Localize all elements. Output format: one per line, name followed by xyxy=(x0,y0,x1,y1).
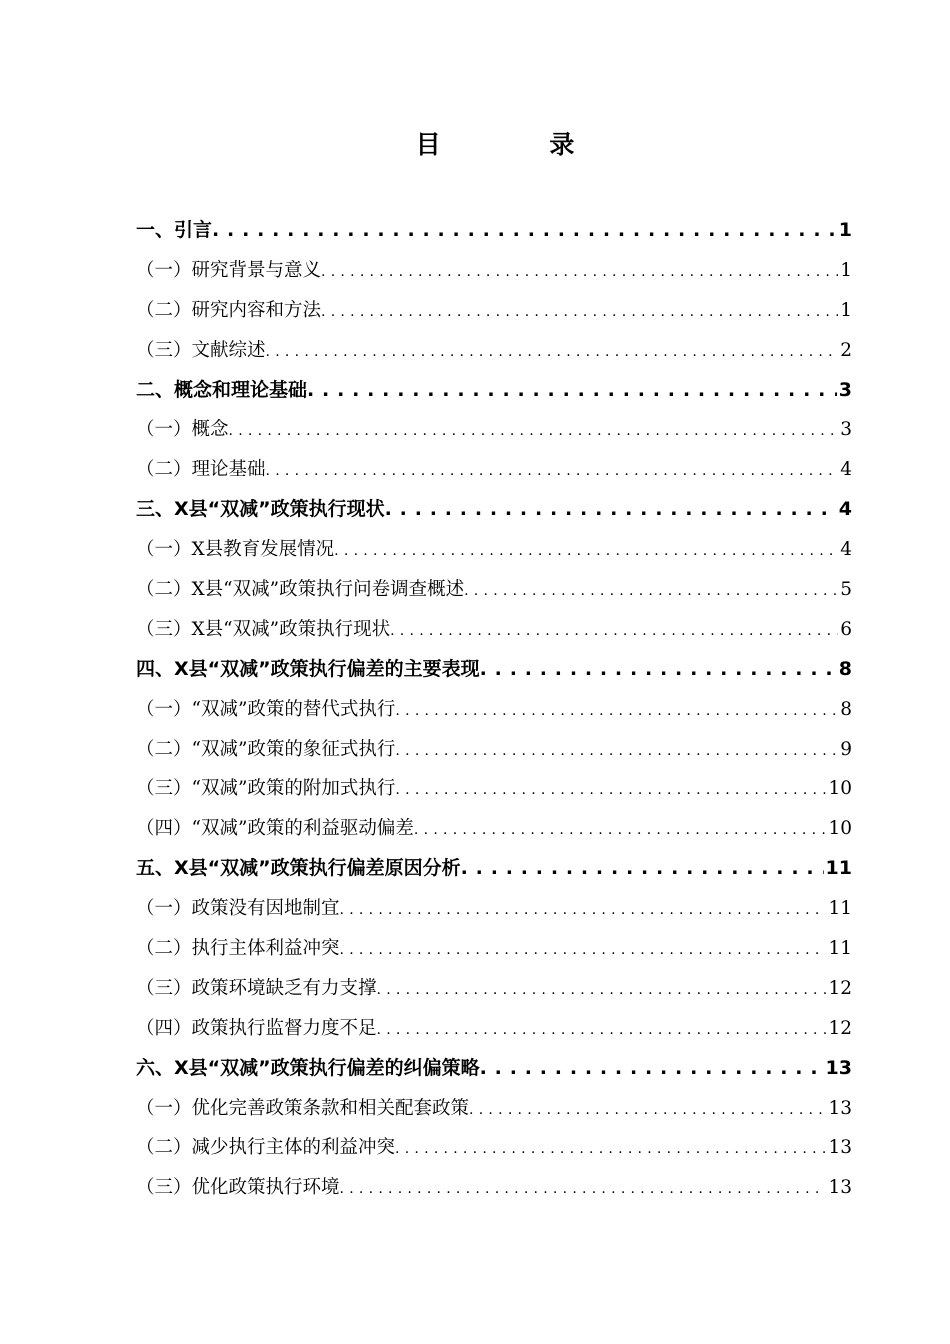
toc-section-entry[interactable] xyxy=(136,251,852,291)
toc-chapter-entry[interactable] xyxy=(136,1049,852,1089)
toc-entry-title: （四）“双减”政策的利益驱动偏差 xyxy=(136,818,414,840)
toc-entry-title: （二）执行主体利益冲突 xyxy=(136,938,340,960)
toc-entry-title: （四）政策执行监督力度不足 xyxy=(136,1017,377,1039)
toc-section-entry[interactable] xyxy=(136,331,852,371)
toc-entry-title: （三）优化政策执行环境 xyxy=(136,1177,340,1199)
toc-entry-title: 六、X县“双减”政策执行偏差的纠偏策略 xyxy=(136,1056,480,1079)
toc-entry-title: （二）“双减”政策的象征式执行 xyxy=(136,738,396,760)
toc-entry-title: （三）政策环境缺乏有力支撑 xyxy=(136,977,377,999)
toc-entry-title: （二）减少执行主体的利益冲突 xyxy=(136,1137,396,1159)
toc-page-number: 10 xyxy=(828,818,852,840)
toc-entry-title: （一）研究背景与意义 xyxy=(136,259,322,281)
toc-page-number: 13 xyxy=(828,1097,852,1119)
toc-page-number: 6 xyxy=(840,618,852,640)
toc-entry-title: 一、引言 xyxy=(136,219,213,241)
toc-page-number: 2 xyxy=(840,339,852,361)
toc-section-entry[interactable] xyxy=(136,1168,852,1208)
toc-entry-title: （一）政策没有因地制宜 xyxy=(136,898,340,920)
toc-dot-leader xyxy=(340,891,827,929)
toc-section-entry[interactable] xyxy=(136,969,852,1009)
toc-section-entry[interactable] xyxy=(136,1009,852,1049)
toc-section-entry[interactable] xyxy=(136,929,852,969)
toc-entry-title: （一）优化完善政策条款和相关配套政策 xyxy=(136,1097,470,1119)
toc-page-number: 3 xyxy=(840,419,852,441)
toc-dot-leader xyxy=(377,1011,827,1049)
toc-dot-leader xyxy=(340,1170,827,1208)
toc-dot-leader xyxy=(266,333,839,371)
toc-section-entry[interactable] xyxy=(136,530,852,570)
toc-entry-title: （二）理论基础 xyxy=(136,459,266,481)
toc-page-number: 8 xyxy=(840,698,852,720)
toc-dot-leader xyxy=(395,1130,826,1168)
toc-entry-title: 三、X县“双减”政策执行现状 xyxy=(136,498,385,521)
toc-entry-title: （三）文献综述 xyxy=(136,339,266,361)
toc-dot-leader xyxy=(414,811,827,849)
toc-section-entry[interactable] xyxy=(136,1089,852,1129)
toc-section-entry[interactable] xyxy=(136,889,852,929)
toc-entry-title: （二）研究内容和方法 xyxy=(136,299,322,321)
toc-page-number: 1 xyxy=(840,259,852,281)
toc-entry-title: （三）“双减”政策的附加式执行 xyxy=(136,778,396,800)
toc-section-entry[interactable] xyxy=(136,570,852,610)
toc-page-number: 9 xyxy=(840,738,852,760)
toc-page-number: 1 xyxy=(840,299,852,321)
toc-page-number: 4 xyxy=(840,459,852,481)
toc-dot-leader xyxy=(385,490,837,530)
toc-entry-title: （一）概念 xyxy=(136,419,229,441)
toc-dot-leader xyxy=(390,612,838,650)
toc-section-entry[interactable] xyxy=(136,1128,852,1168)
toc-chapter-entry[interactable] xyxy=(136,849,852,889)
toc-dot-leader xyxy=(395,732,838,770)
toc-dot-leader xyxy=(266,452,839,490)
toc-page-number: 13 xyxy=(828,1177,852,1199)
toc-chapter-entry[interactable] xyxy=(136,490,852,530)
toc-dot-leader xyxy=(469,1091,826,1129)
table-of-contents xyxy=(136,211,852,1208)
toc-entry-title: 四、X县“双减”政策执行偏差的主要表现 xyxy=(136,657,480,680)
toc-page-number: 12 xyxy=(828,977,852,999)
toc-page-number: 4 xyxy=(838,498,852,521)
toc-page-number: 11 xyxy=(825,857,852,880)
toc-section-entry[interactable] xyxy=(136,809,852,849)
toc-section-entry[interactable] xyxy=(136,291,852,331)
toc-entry-title: （二）X县“双减”政策执行问卷调查概述 xyxy=(136,579,465,601)
toc-entry-title: （一）X县教育发展情况 xyxy=(136,539,335,561)
toc-dot-leader xyxy=(480,650,837,690)
toc-dot-leader xyxy=(212,211,837,251)
toc-dot-leader xyxy=(321,293,838,331)
toc-entry-title: 二、概念和理论基础 xyxy=(136,378,308,401)
toc-dot-leader xyxy=(307,371,837,411)
toc-page-number: 10 xyxy=(828,778,852,800)
toc-section-entry[interactable] xyxy=(136,450,852,490)
toc-dot-leader xyxy=(395,692,838,730)
toc-chapter-entry[interactable] xyxy=(136,211,852,251)
toc-entry-title: 五、X县“双减”政策执行偏差原因分析 xyxy=(136,857,461,880)
toc-entry-title: （三）X县“双减”政策执行现状 xyxy=(136,618,391,640)
toc-section-entry[interactable] xyxy=(136,730,852,770)
toc-section-entry[interactable] xyxy=(136,610,852,650)
toc-dot-leader xyxy=(377,971,827,1009)
toc-page-number: 11 xyxy=(828,898,852,920)
toc-page-number: 13 xyxy=(828,1137,852,1159)
toc-title: 目 录 xyxy=(415,130,625,159)
toc-page-number: 5 xyxy=(840,579,852,601)
toc-dot-leader xyxy=(395,771,826,809)
toc-page-number: 12 xyxy=(828,1017,852,1039)
toc-page-number: 11 xyxy=(828,938,852,960)
toc-dot-leader xyxy=(229,412,839,450)
toc-entry-title: （一）“双减”政策的替代式执行 xyxy=(136,698,396,720)
toc-page-number: 4 xyxy=(840,539,852,561)
toc-page-number: 1 xyxy=(838,219,852,241)
toc-dot-leader xyxy=(321,253,838,291)
toc-page-number: 13 xyxy=(825,1056,852,1079)
toc-dot-leader xyxy=(480,1049,824,1089)
toc-dot-leader xyxy=(461,849,824,889)
toc-chapter-entry[interactable] xyxy=(136,371,852,411)
toc-dot-leader xyxy=(340,931,827,969)
toc-page-number: 8 xyxy=(838,657,852,680)
toc-dot-leader xyxy=(464,572,838,610)
toc-section-entry[interactable] xyxy=(136,769,852,809)
toc-dot-leader xyxy=(334,532,838,570)
toc-page-number: 3 xyxy=(838,378,852,401)
toc-section-entry[interactable] xyxy=(136,690,852,730)
toc-section-entry[interactable] xyxy=(136,410,852,450)
toc-chapter-entry[interactable] xyxy=(136,650,852,690)
